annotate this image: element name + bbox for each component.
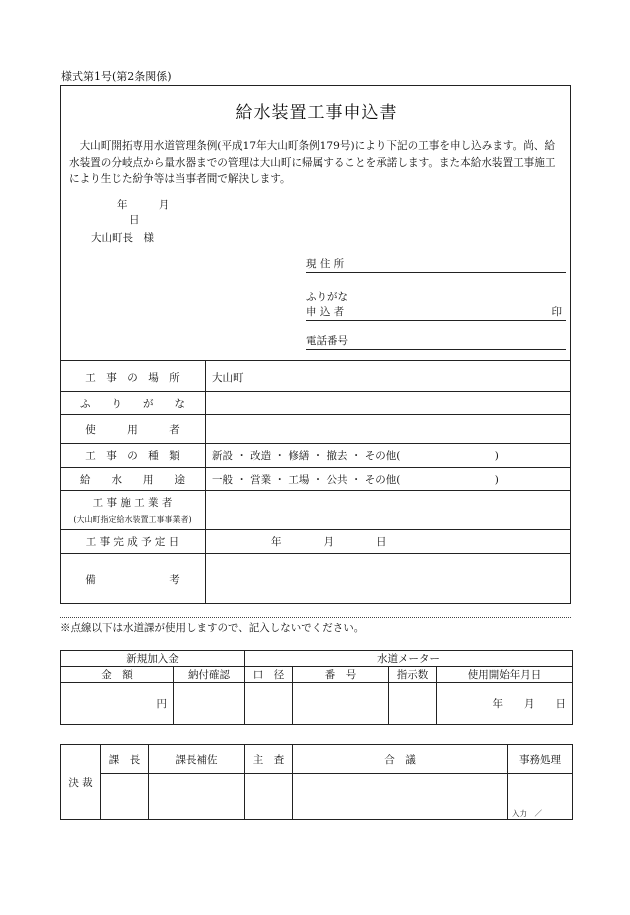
- col-processing: 事務処理: [508, 745, 573, 774]
- col-section-chief: 課 長: [101, 745, 149, 774]
- application-box: [60, 85, 571, 604]
- col-deputy-chief: 課長補佐: [149, 745, 245, 774]
- number-cell: [293, 683, 389, 725]
- divider: [61, 553, 570, 554]
- form-title: 給水装置工事申込書: [235, 103, 398, 123]
- date-month: 月: [158, 199, 170, 211]
- col-amount: 金 額: [61, 667, 174, 683]
- payment-check-cell: [174, 683, 245, 725]
- divider: [61, 529, 570, 530]
- row-label-site: 工 事 の 場 所: [85, 372, 180, 384]
- col-inspector: 主 査: [245, 745, 293, 774]
- approval-label: 決 裁: [61, 745, 101, 820]
- col-consultation: 合 議: [293, 745, 508, 774]
- row-label-user: 使 用 者: [85, 424, 180, 436]
- row-value-completion[interactable]: 年 月 日: [271, 536, 387, 548]
- divider: [61, 391, 570, 392]
- applicant-label: 申 込 者: [306, 306, 345, 318]
- row-label-work-type: 工 事 の 種 類: [85, 450, 180, 462]
- row-value-usage[interactable]: 一般 ・ 営業 ・ 工場 ・ 公共 ・ その他( ): [212, 474, 499, 486]
- col-reading: 指示数: [389, 667, 437, 683]
- col-diameter: 口 径: [245, 667, 293, 683]
- consultation-cell: [293, 774, 508, 820]
- furigana-label: ふりがな: [306, 291, 348, 303]
- amount-cell: 円: [61, 683, 174, 725]
- col-number: 番 号: [293, 667, 389, 683]
- deputy-chief-cell: [149, 774, 245, 820]
- office-use-note: ※点線以下は水道課が使用しますので、記入しないでください。: [60, 622, 365, 634]
- seal-mark: 印: [551, 306, 562, 318]
- date-day: 日: [129, 214, 140, 226]
- start-date-cell: 年 月 日: [437, 683, 573, 725]
- column-divider: [205, 360, 206, 603]
- divider: [61, 467, 570, 468]
- col-start-date: 使用開始年月日: [437, 667, 573, 683]
- row-label-contractor: 工 事 施 工 業 者: [92, 497, 173, 509]
- meter-group-fee: 新規加入金: [61, 651, 245, 667]
- applicant-name-field[interactable]: [306, 305, 566, 321]
- meter-group-meter: 水道メーター: [245, 651, 573, 667]
- processing-cell: 入力 ／: [508, 774, 573, 820]
- intro-text: 大山町開拓専用水道管理条例(平成17年大山町条例179号)により下記の工事を申し込みます。尚、給水装置の分岐点から量水器までの管理は大山町に帰属することを承諾します。また本給水装置工事施工により生じた紛争等は当事者間で解決します。: [69, 140, 556, 185]
- meter-table: [60, 650, 573, 725]
- divider: [61, 490, 570, 491]
- row-value-site[interactable]: 大山町: [212, 372, 244, 384]
- row-label-remarks: 備 考: [85, 574, 180, 586]
- reading-cell: [389, 683, 437, 725]
- phone-label: 電話番号: [306, 335, 348, 347]
- address-label: 現 住 所: [306, 258, 345, 270]
- divider: [61, 414, 570, 415]
- diameter-cell: [245, 683, 293, 725]
- section-chief-cell: [101, 774, 149, 820]
- col-payment-check: 納付確認: [174, 667, 245, 683]
- date-year: 年: [117, 199, 128, 211]
- form-number: 様式第1号(第2条関係): [61, 70, 172, 83]
- divider: [61, 443, 570, 444]
- row-value-work-type[interactable]: 新設 ・ 改造 ・ 修繕 ・ 撤去 ・ その他( ): [212, 450, 499, 462]
- row-sublabel-contractor: (大山町指定給水装置工事事業者): [73, 515, 192, 524]
- dotted-separator: [60, 617, 571, 618]
- phone-field[interactable]: [306, 334, 566, 350]
- inspector-cell: [245, 774, 293, 820]
- row-label-furigana: ふ り が な: [80, 398, 185, 410]
- addressee: 大山町長 様: [91, 232, 154, 244]
- divider: [61, 360, 570, 361]
- row-label-usage: 給 水 用 途: [80, 474, 185, 486]
- application-date: [101, 197, 201, 227]
- address-field[interactable]: [306, 257, 566, 273]
- row-label-completion: 工 事 完 成 予 定 日: [85, 536, 180, 548]
- approval-table: [60, 744, 573, 820]
